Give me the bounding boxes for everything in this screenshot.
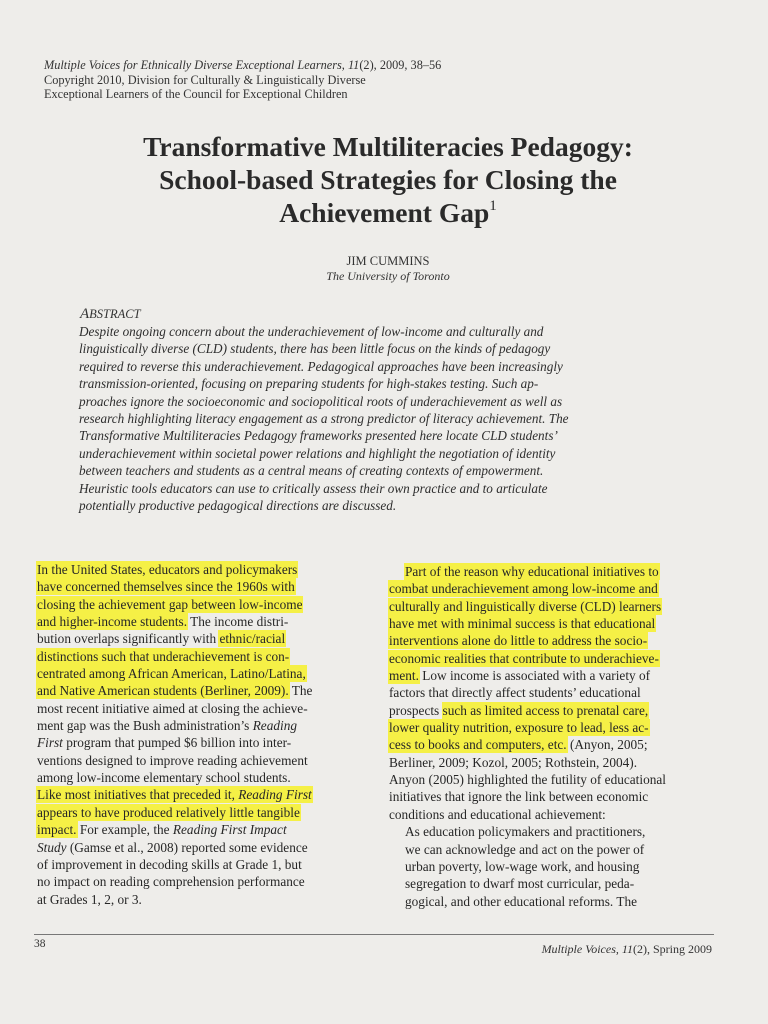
- italic-title: Reading: [252, 718, 297, 734]
- abstract-body: [79, 323, 681, 514]
- body-line: at Grades 1, 2, or 3.: [37, 891, 142, 907]
- abstract-heading-rest: BSTRACT: [89, 307, 141, 321]
- body-line: most recent initiative aimed at closing the achieve-: [37, 700, 308, 716]
- italic-title: Reading First: [238, 787, 312, 803]
- highlighted-text: have met with minimal success is that educational: [389, 616, 656, 632]
- running-footer: [542, 942, 712, 957]
- highlighted-text: In the United States, educators and policymakers: [37, 562, 298, 577]
- abstract-line: transmission-oriented, focusing on preparing students for high-stakes testing. Such ap-: [79, 376, 539, 392]
- title-footnote-mark: 1: [489, 198, 497, 214]
- body-line: ventions designed to improve reading achievement: [37, 752, 308, 768]
- body-line: [37, 717, 367, 734]
- block-quote-line: As education policymakers and practitioners,: [405, 824, 646, 840]
- body-text: (Anyon, 2005;: [566, 737, 648, 753]
- italic-title: Study: [37, 839, 67, 855]
- highlighted-text: ethnic/racial: [219, 631, 286, 647]
- body-line: [37, 839, 367, 856]
- abstract-heading-cap: A: [80, 306, 90, 322]
- citation-copyright: Copyright 2010, Division for Culturally & Linguistically Diverse: [44, 72, 366, 87]
- citation-journal: Multiple Voices for Ethnically Diverse Exceptional Learners, 11: [44, 58, 360, 72]
- abstract-line: Heuristic tools educators can use to critically assess their own practice and to articulate: [79, 480, 548, 496]
- body-line: [37, 561, 367, 578]
- block-quote-line: we can acknowledge and act on the power of: [405, 841, 645, 857]
- body-line: initiatives that ignore the link between economic: [389, 789, 649, 805]
- body-line: [389, 719, 717, 736]
- body-text: prospects: [389, 702, 443, 718]
- title-line-3-text: Achievement Gap: [279, 197, 490, 228]
- title-line-3: [40, 196, 736, 229]
- body-column-left: [37, 561, 367, 908]
- highlighted-text: and higher-income students.: [37, 614, 188, 630]
- abstract-line: required to reverse this underachievement. Pedagogical approaches have been increasingly: [79, 358, 563, 374]
- citation-journal-line: [44, 58, 564, 73]
- highlighted-text: cess to books and computers, etc.: [389, 737, 567, 753]
- body-line: [389, 702, 717, 719]
- footer-divider: [34, 934, 714, 935]
- highlighted-text: have concerned themselves since the 1960s with: [37, 579, 295, 595]
- body-line: Berliner, 2009; Kozol, 2005; Rothstein, 2004).: [389, 754, 638, 770]
- highlighted-text: Part of the reason why educational initiatives to: [405, 564, 659, 579]
- body-line: [389, 736, 717, 753]
- block-quote-line: segregation to dwarf most curricular, peda-: [405, 876, 635, 892]
- body-line: Anyon (2005) highlighted the futility of educational: [389, 772, 666, 788]
- body-line: [389, 598, 717, 615]
- abstract-line: linguistically diverse (CLD) students, there has been little focus on the kinds of pedagogy: [79, 341, 551, 357]
- body-line: [37, 648, 367, 665]
- running-footer-journal: Multiple Voices, 11: [541, 942, 633, 956]
- body-line: [389, 580, 717, 597]
- body-line: among low-income elementary school students.: [37, 770, 291, 786]
- highlighted-text: impact.: [37, 822, 77, 838]
- body-line: [37, 821, 367, 838]
- body-line: [37, 682, 367, 699]
- highlighted-text: and Native American students (Berliner, 2009).: [37, 683, 289, 699]
- body-line: [389, 667, 717, 684]
- body-text: Like most initiatives that preceded it,: [37, 787, 239, 803]
- body-line: no impact on reading comprehension performance: [37, 874, 305, 890]
- citation-organization: Exceptional Learners of the Council for Exceptional Children: [44, 87, 348, 102]
- body-text: For example, the: [76, 822, 173, 838]
- body-line: [389, 563, 717, 580]
- article-title: [40, 130, 736, 229]
- author-affiliation: The University of Toronto: [326, 269, 450, 283]
- abstract-heading: [80, 306, 141, 323]
- body-line: [37, 578, 367, 595]
- body-line: [37, 786, 367, 803]
- author-name: JIM CUMMINS: [346, 254, 430, 268]
- abstract-line: Transformative Multiliteracies Pedagogy frameworks presented here locate CLD students’: [79, 428, 558, 444]
- body-line: [37, 613, 367, 630]
- highlighted-text: culturally and linguistically diverse (CLD) learners: [389, 598, 662, 614]
- abstract-line: potentially productive pedagogical directions are discussed.: [79, 498, 397, 514]
- abstract-line: underachievement within societal power relations and highlight the negotiation of identity: [79, 445, 556, 461]
- highlighted-text: closing the achievement gap between low-income: [37, 596, 303, 612]
- body-text: (Gamse et al., 2008) reported some evidence: [66, 839, 308, 855]
- italic-title: First: [37, 735, 63, 751]
- highlighted-text: [37, 787, 312, 802]
- highlighted-text: lower quality nutrition, exposure to lead, less ac-: [389, 720, 649, 736]
- highlighted-text: interventions alone do little to address the socio-: [389, 633, 648, 649]
- highlighted-text: appears to have produced relatively little tangible: [37, 804, 300, 820]
- body-line: [37, 734, 367, 751]
- body-text: The: [288, 683, 313, 699]
- highlighted-text: economic realities that contribute to underachieve-: [389, 650, 659, 666]
- highlighted-text: distinctions such that underachievement is con-: [37, 648, 290, 664]
- running-footer-issue: (2), Spring 2009: [633, 942, 712, 956]
- abstract-line: proaches ignore the socioeconomic and sociopolitical roots of underachievement as well as: [79, 393, 563, 409]
- body-line: [37, 804, 367, 821]
- title-line-2: School-based Strategies for Closing the: [159, 164, 617, 195]
- body-text: bution overlaps significantly with: [37, 631, 220, 647]
- highlighted-text: ment.: [389, 668, 419, 684]
- citation-header: [44, 58, 564, 102]
- abstract-line: between teachers and students as a central means of creating contexts of empowerment.: [79, 463, 544, 479]
- citation-issue-pages: (2), 2009, 38–56: [359, 58, 442, 72]
- abstract-line: research highlighting literacy engagement as a strong predictor of literacy achievement. The: [79, 411, 569, 427]
- body-text: ment gap was the Bush administration’s: [37, 718, 253, 734]
- body-line: [37, 665, 367, 682]
- body-line: conditions and educational achievement:: [389, 806, 606, 822]
- body-text: Low income is associated with a variety of: [418, 668, 651, 684]
- italic-title: Reading First Impact: [172, 822, 287, 838]
- highlighted-text: such as limited access to prenatal care,: [442, 702, 649, 718]
- block-quote-line: gogical, and other educational reforms. The: [405, 893, 637, 909]
- abstract-line: Despite ongoing concern about the underachievement of low-income and culturally and: [79, 324, 544, 339]
- block-quote-line: urban poverty, low-wage work, and housing: [405, 858, 640, 874]
- body-line: [389, 632, 717, 649]
- body-line: [389, 650, 717, 667]
- body-line: [37, 596, 367, 613]
- page-number: 38: [34, 938, 46, 950]
- body-line: [37, 630, 367, 647]
- highlighted-text: centrated among African American, Latino/Latina,: [37, 666, 306, 682]
- highlighted-text: combat underachievement among low-income and: [389, 581, 658, 597]
- body-line: [389, 615, 717, 632]
- body-text: The income distri-: [187, 614, 289, 630]
- body-column-right: [389, 563, 717, 910]
- body-text: program that pumped $6 billion into inter-: [62, 735, 292, 751]
- body-line: factors that directly affect students’ educational: [389, 685, 641, 701]
- title-line-1: Transformative Multiliteracies Pedagogy:: [143, 131, 633, 162]
- body-line: of improvement in decoding skills at Grade 1, but: [37, 856, 302, 872]
